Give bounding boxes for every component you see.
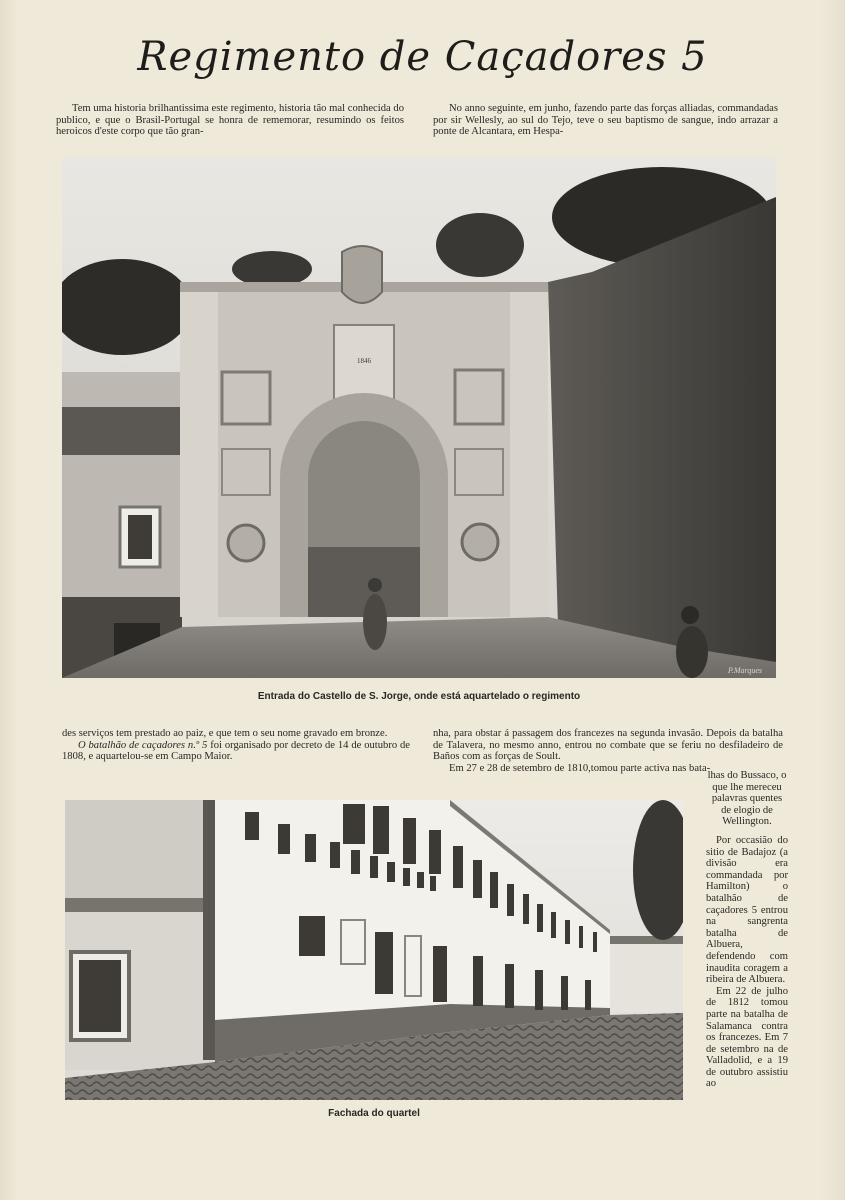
photo1-caption: Entrada do Castello de S. Jorge, onde está aquartelado o regimento: [257, 691, 581, 702]
castle-gate-illustration: [62, 157, 776, 678]
barracks-facade-illustration: [65, 800, 683, 1100]
gate-date-text: 1846: [357, 357, 371, 365]
side-column: [706, 770, 788, 828]
photographer-signature: P.Marques: [728, 666, 762, 675]
intro-right-text: No anno seguinte, em junho, fazendo parte das forças alliadas, commandadas por sir Wellesly, ao sul do Tejo, teve o seu baptismo de sangue, indo arrazar a ponte de Alcantara, em Hespa-: [433, 103, 778, 138]
page-title: Regimento de Caçadores 5: [137, 34, 708, 80]
mid-right-text-2: Em 27 e 28 de setembro de 1810,tomou parte activa nas bata-: [449, 762, 711, 774]
mid-right-column: [433, 728, 783, 774]
mid-left-text-1: des serviços tem prestado ao paiz, e que tem o seu nome gravado em bronze.: [62, 728, 388, 739]
barracks-facade-photo: [65, 800, 683, 1100]
mid-left-text-2b: foi organisado por decreto de 14 de outubro de 1808, e aquartelou-se em Campo Maior.: [62, 739, 411, 763]
side-column-text-1: lhas do Bussaco, o que lhe mereceu palavras quentes de elogio de Wellington.: [707, 770, 787, 828]
castle-gate-photo: [62, 157, 776, 678]
side-column-text-3: Em 22 de julho de 1812 tomou parte na batalha de Salamanca contra os francezes. Em 7 de setembro na de Valladolid, e a 19 de outubro assistiu ao: [706, 985, 788, 1090]
intro-left-column: [56, 103, 404, 138]
photo2-caption: Fachada do quartel: [328, 1108, 420, 1119]
side-column-2: [706, 835, 788, 1090]
intro-right-column: [433, 103, 778, 138]
intro-left-text: Tem uma historia brilhantissima este regimento, historia tão mal conhecida do publico, e que o Brasil-Portugal se honra de rememorar, resumindo os feitos heroicos d'este corpo que tão gran-: [56, 103, 404, 138]
mid-left-text-2: [62, 740, 410, 763]
mid-left-column: [62, 728, 410, 763]
mid-left-italic: O batalhão de caçadores n.º 5: [78, 739, 208, 751]
side-column-text-2: Por occasião do sitio de Badajoz (a divisão era commandada por Hamilton) o batalhão de caçadores 5 entrou na sangrenta batalha de Albuera, defendendo com inaudita coragem a ribeira de Albuera.: [706, 835, 788, 986]
mid-right-text-1: nha, para obstar á passagem dos francezes na segunda invasão. Depois da batalha de Talavera, no mesmo anno, entrou no combate que se feriu no desfiladeiro de Baños com as forças de Soult.: [433, 728, 783, 763]
